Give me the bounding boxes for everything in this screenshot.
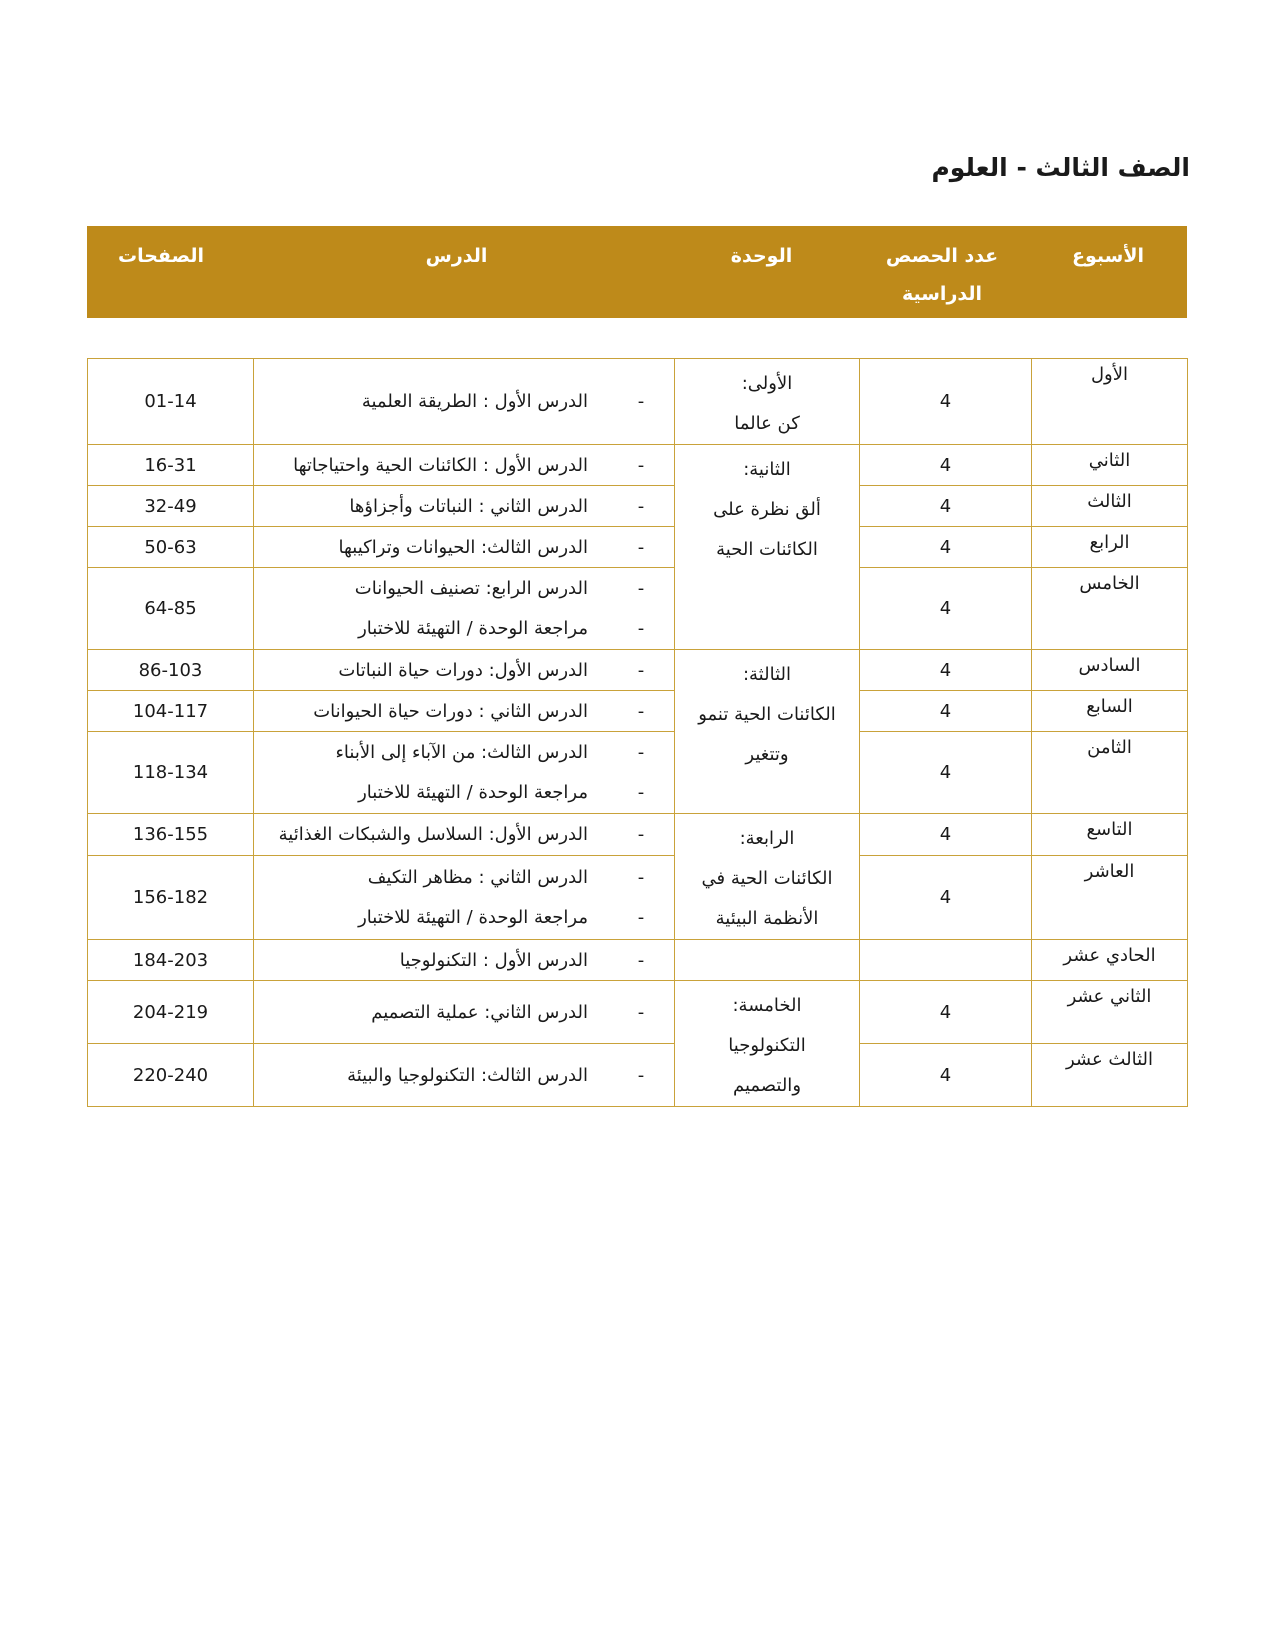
header-unit: الوحدة [730,245,793,267]
lesson-text: مراجعة الوحدة / التهيئة للاختبار [358,782,588,803]
lesson-text: الدرس الثاني : النباتات وأجزاؤها [349,495,588,517]
lesson-text: الدرس الأول : الطريقة العلمية [361,391,588,412]
unit-cell [675,359,860,445]
unit-line: الكائنات الحية [716,539,818,560]
header-pages: الصفحات [118,245,204,267]
unit-line: كن عالما [734,413,800,434]
lesson-line [254,569,674,609]
lesson-cell [254,650,675,691]
periods-cell: 4 [860,691,1032,732]
table-header [87,226,1187,318]
periods-cell: 4 [860,814,1032,856]
unit-line: الرابعة: [739,828,795,849]
lesson-cell [254,359,675,445]
week-cell: السادس [1032,650,1188,691]
week-cell: الثاني عشر [1032,981,1188,1044]
periods-cell: 4 [860,856,1032,940]
lesson-line [254,486,674,526]
lesson-text: مراجعة الوحدة / التهيئة للاختبار [358,618,588,639]
lesson-cell [254,691,675,732]
bullet-dash: - [637,536,645,558]
pages-cell: 184-203 [88,940,254,981]
lesson-text: الدرس الثاني : مظاهر التكيف [367,867,588,888]
lesson-line [254,445,674,485]
bullet-dash: - [637,618,645,639]
pages-cell: 50-63 [88,527,254,568]
lesson-line [254,992,674,1032]
header-periods-line1: عدد الحصص [885,245,999,267]
schedule-table [87,358,1188,1107]
periods-cell: 4 [860,650,1032,691]
lesson-line [254,773,674,813]
bullet-dash: - [637,454,645,476]
bullet-dash: - [637,700,645,722]
periods-cell: 4 [860,486,1032,527]
table-row [88,527,1188,568]
pages-cell: 156-182 [88,856,254,940]
unit-line: الأولى: [741,373,793,394]
unit-cell [675,981,860,1107]
lesson-line [254,898,674,938]
header-week: الأسبوع [1072,245,1144,267]
week-cell: الثالث [1032,486,1188,527]
week-cell: الثاني [1032,445,1188,486]
table-row [88,732,1188,814]
table-row [88,650,1188,691]
lesson-text: الدرس الأول : التكنولوجيا [399,949,588,971]
unit-line: ألق نظرة على [713,499,821,520]
lesson-cell [254,568,675,650]
pages-cell: 64-85 [88,568,254,650]
lesson-text: الدرس الثالث: التكنولوجيا والبيئة [347,1064,588,1086]
lesson-text: الدرس الأول : الكائنات الحية واحتياجاتها [293,454,588,476]
lesson-line [254,609,674,649]
pages-cell: 86-103 [88,650,254,691]
lesson-line [254,940,674,980]
week-cell: الأول [1032,359,1188,445]
table-row [88,940,1188,981]
pages-cell: 136-155 [88,814,254,856]
unit-cell [675,445,860,650]
week-cell: الثامن [1032,732,1188,814]
lesson-line [254,527,674,567]
periods-cell: 4 [860,568,1032,650]
table-row [88,445,1188,486]
table-row [88,359,1188,445]
bullet-dash: - [637,824,645,845]
lesson-cell [254,814,675,856]
table-row [88,486,1188,527]
lesson-text: الدرس الثاني: عملية التصميم [371,1001,588,1023]
lesson-line [254,858,674,898]
pages-cell: 104-117 [88,691,254,732]
bullet-dash: - [637,949,645,971]
lesson-cell [254,486,675,527]
header-lesson: الدرس [425,245,488,267]
periods-cell [860,940,1032,981]
pages-cell: 220-240 [88,1044,254,1107]
lesson-cell [254,732,675,814]
table-row [88,981,1188,1044]
lesson-cell [254,981,675,1044]
pages-cell: 204-219 [88,981,254,1044]
bullet-dash: - [637,659,645,681]
table-row [88,691,1188,732]
lesson-cell [254,1044,675,1107]
unit-line: التكنولوجيا [728,1035,806,1056]
unit-line: الكائنات الحية في [701,868,833,889]
lesson-text: الدرس الأول: دورات حياة النباتات [338,659,588,681]
week-cell: الثالث عشر [1032,1044,1188,1107]
bullet-dash: - [637,495,645,517]
unit-cell [675,650,860,814]
pages-cell: 16-31 [88,445,254,486]
table-row [88,568,1188,650]
lesson-line [254,815,674,855]
table-row [88,1044,1188,1107]
bullet-dash: - [637,578,645,599]
unit-line: الكائنات الحية تنمو [698,704,836,725]
lesson-cell [254,940,675,981]
bullet-dash: - [637,867,645,888]
week-cell: العاشر [1032,856,1188,940]
lesson-cell [254,856,675,940]
bullet-dash: - [637,1001,645,1023]
table-row [88,856,1188,940]
bullet-dash: - [637,391,645,412]
unit-line: وتتغير [745,744,789,765]
lesson-text: الدرس الثاني : دورات حياة الحيوانات [313,700,588,722]
lesson-text: الدرس الثالث: الحيوانات وتراكيبها [338,536,588,558]
lesson-cell [254,445,675,486]
periods-cell: 4 [860,732,1032,814]
bullet-dash: - [637,907,645,928]
unit-cell [675,814,860,940]
week-cell: التاسع [1032,814,1188,856]
header-periods-line2: الدراسية [901,283,983,305]
week-cell: الرابع [1032,527,1188,568]
table-row [88,814,1188,856]
week-cell: الحادي عشر [1032,940,1188,981]
lesson-text: مراجعة الوحدة / التهيئة للاختبار [358,907,588,928]
lesson-text: الدرس الثالث: من الآباء إلى الأبناء [335,742,588,763]
lesson-cell [254,527,675,568]
header-periods [855,226,1029,318]
periods-cell: 4 [860,981,1032,1044]
bullet-dash: - [637,742,645,763]
bullet-dash: - [637,1064,645,1086]
unit-line: والتصميم [732,1075,802,1096]
bullet-dash: - [637,782,645,803]
lesson-line [254,382,674,422]
pages-cell: 118-134 [88,732,254,814]
week-cell: الخامس [1032,568,1188,650]
pages-cell: 01-14 [88,359,254,445]
page-title: الصف الثالث - العلوم [931,153,1190,182]
week-cell: السابع [1032,691,1188,732]
periods-cell: 4 [860,527,1032,568]
lesson-line [254,1055,674,1095]
unit-cell [675,940,860,981]
lesson-line [254,691,674,731]
lesson-text: الدرس الرابع: تصنيف الحيوانات [354,578,588,599]
unit-line: الأنظمة البيئية [715,908,819,929]
periods-cell: 4 [860,359,1032,445]
unit-line: الثانية: [743,459,791,480]
periods-cell: 4 [860,1044,1032,1107]
lesson-text: الدرس الأول: السلاسل والشبكات الغذائية [278,824,588,845]
unit-line: الخامسة: [732,995,802,1016]
lesson-line [254,733,674,773]
unit-line: الثالثة: [742,664,792,685]
periods-cell: 4 [860,445,1032,486]
pages-cell: 32-49 [88,486,254,527]
lesson-line [254,650,674,690]
